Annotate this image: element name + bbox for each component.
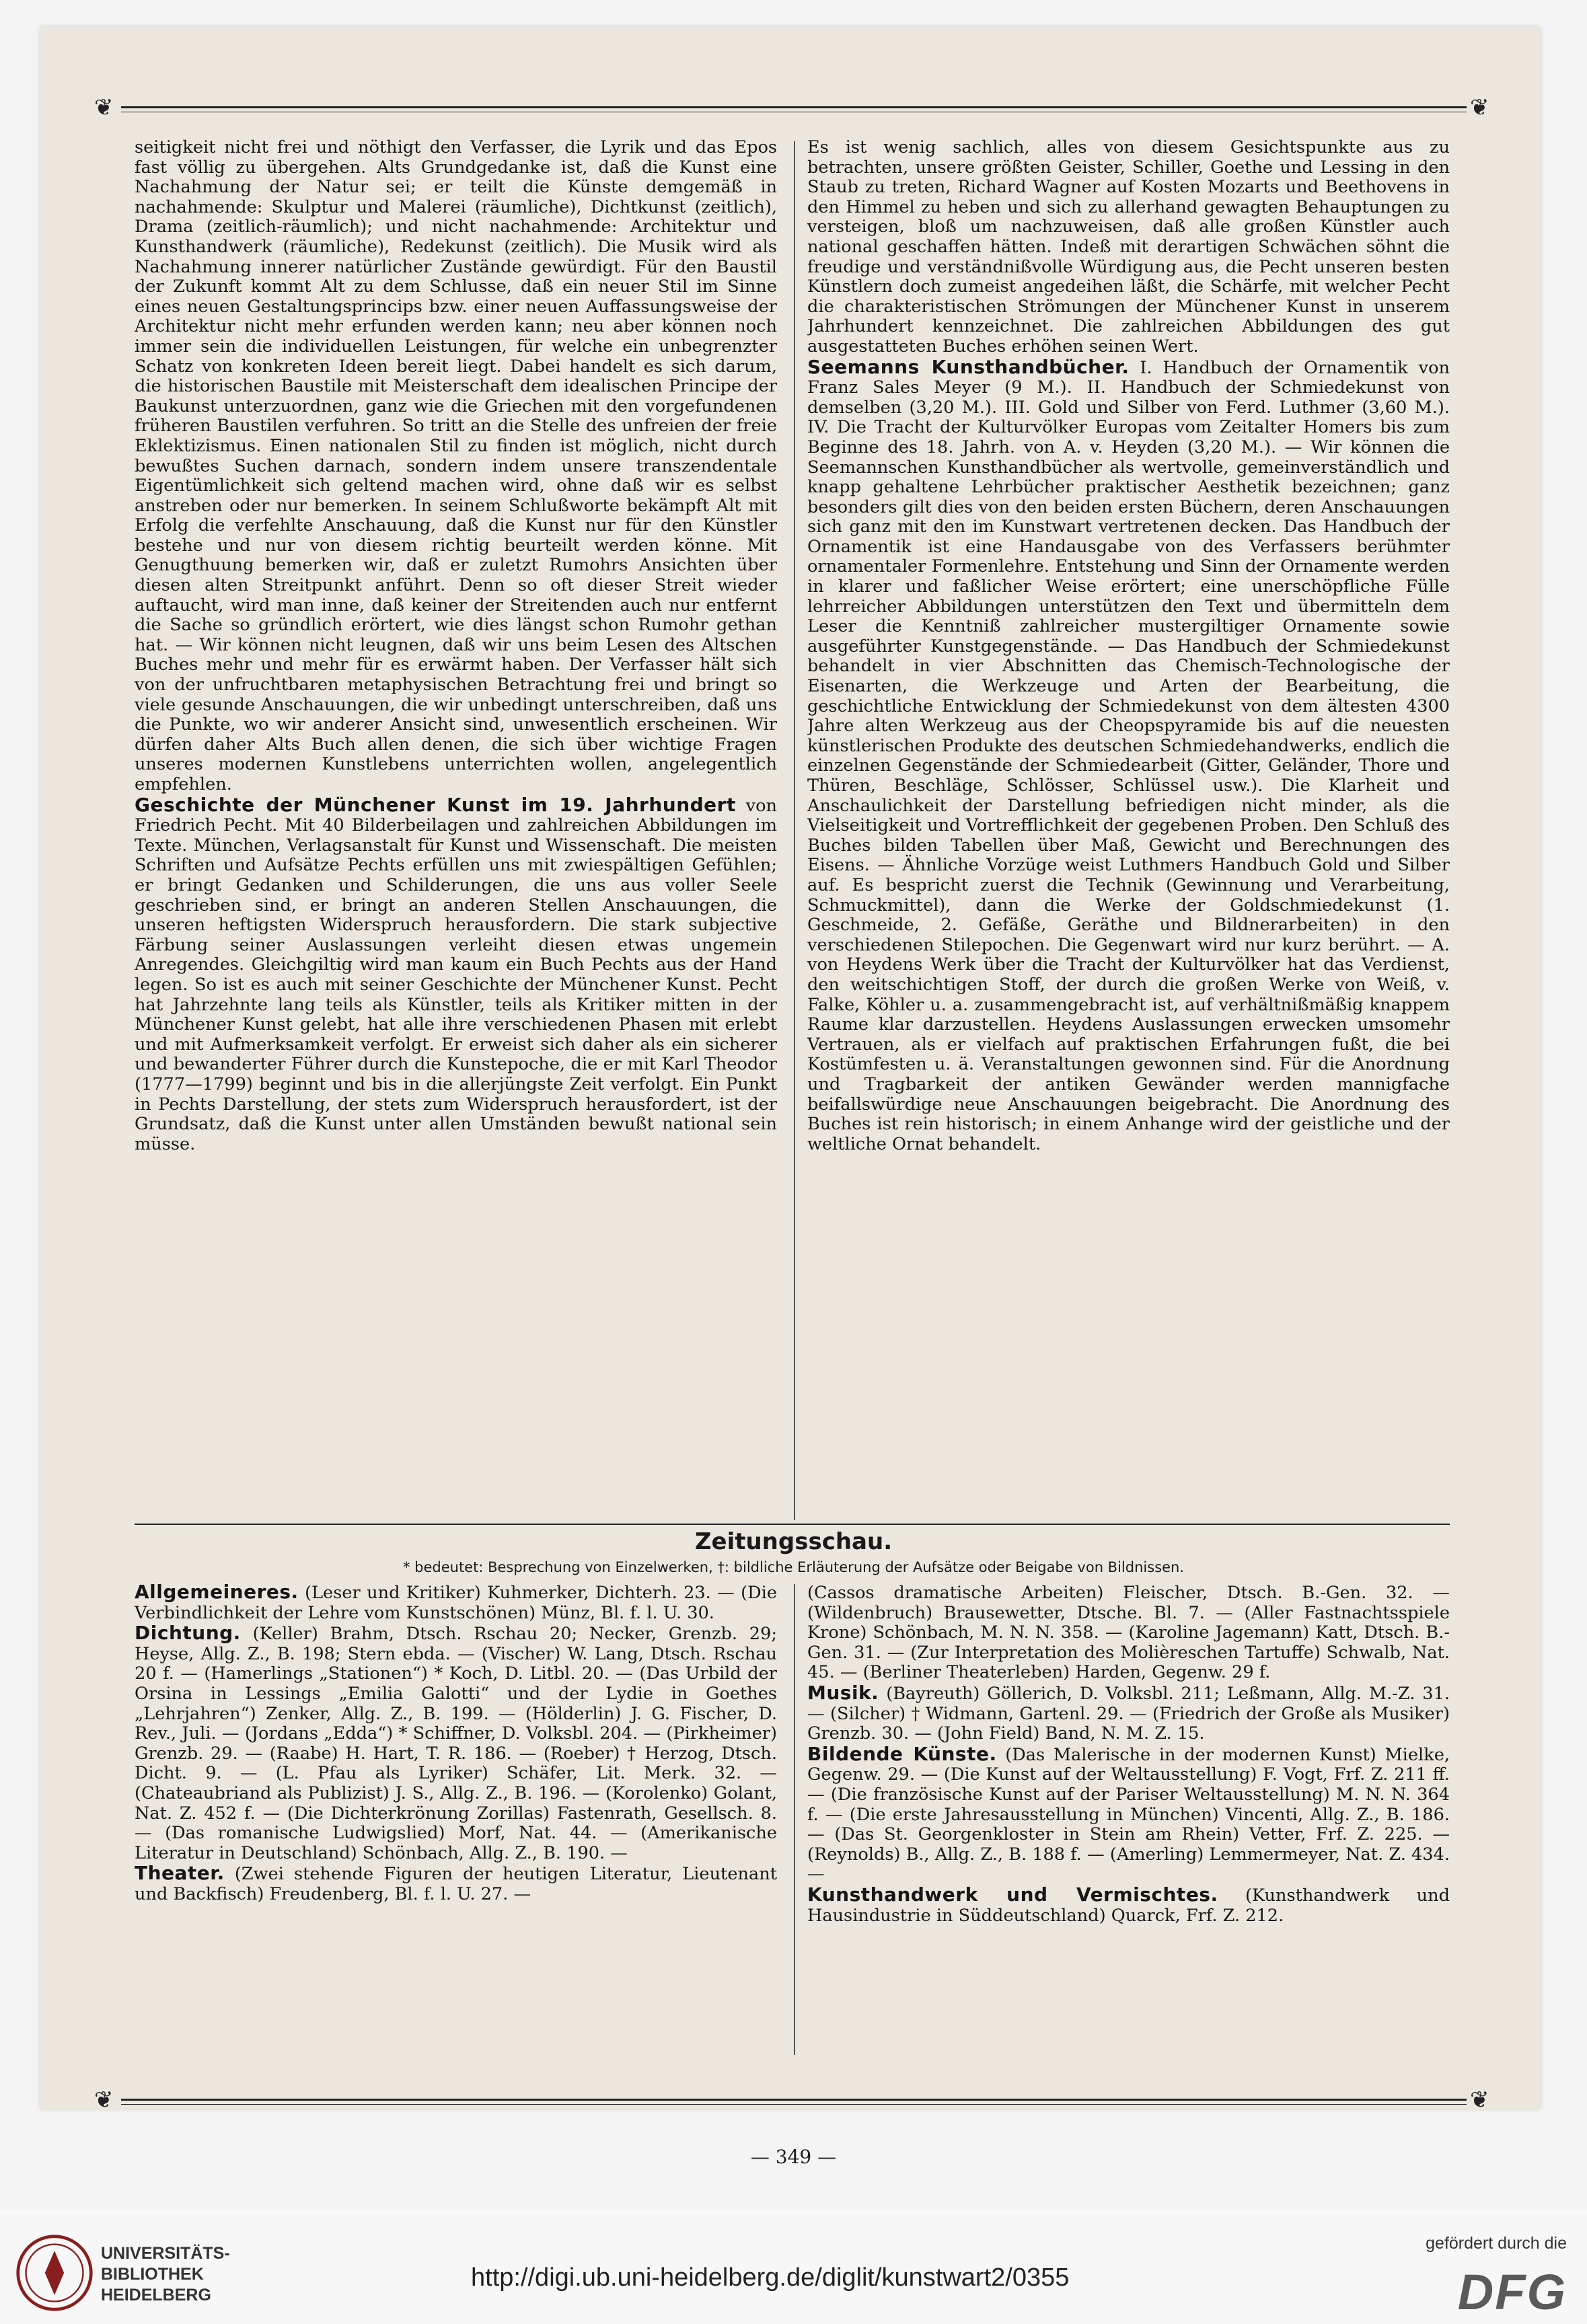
entry-text: (Zwei stehende Figuren der heutigen Literatur, Lieutenant und Backfisch) Freudenberg, Bl. f. l. U. 27. — [135,1864,777,1904]
category-heading: Kunsthandwerk und Vermischtes. [807,1883,1218,1906]
entry-text: (Cassos dramatische Arbeiten) Fleischer, Dtsch. B.-Gen. 32. — (Wildenbruch) Brausewetter, Dtsche. Bl. 7. — (Aller Fastnachtsspiele Krone) Schönbach, M. N. N. 358. — (Karoline Jagemann) Katt, Dtsch. B.-Gen. 31. — (Zur Interpretation des Molièreschen Tartuffe) Schwalb, Nat. 45. — (Berliner Theaterleben) Harden, Gegenw. 29 f. [807,1583,1450,1683]
section-legend: * bedeutet: Besprechung von Einzelwerken, †: bildliche Erläuterung der Aufsätze oder Beigabe von Bildnissen. [402,1559,1185,1575]
column-divider [794,141,795,1520]
zeitungsschau-entry [135,1863,777,1904]
bottom-frame-line-thin [121,2104,1467,2105]
top-frame-line [121,106,1467,108]
ornament-top-right-icon: ❦ [1470,94,1489,121]
zeitungsschau-entry [135,1623,777,1863]
review-text: I. Handbuch der Ornamentik von Franz Sales Meyer (9 M.). II. Handbuch der Schmiedekunst von demselben (3,20 M.). III. Gold und Silber von Ferd. Luthmer (3,60 M.). IV. Die Tracht der Kulturvölker Europas vom Zeitalter Homers bis zum Beginne des 18. Jahrh. von A. v. Heyden (3,20 M.). — Wir können die Seemannschen Kunsthandbücher als wertvolle, gemeinverständlich und knapp gehaltene Lehrbücher praktischer Aesthetik bezeichnen; ganz besonders gilt dies von den beiden ersten Büchern, deren Anschauungen sich ganz mit den im Kunstwart vertretenen decken. Das Handbuch der Ornamentik ist eine Handausgabe von des Verfassers berühmter ornamentaler Formenlehre. Entstehung und Sinn der Ornamente werden in klarer und faßlicher Weise erörtert; eine unerschöpfliche Fülle lehrreicher Abbildungen unterstützen den Text und übermitteln dem Leser die Kenntniß zahlreicher mustergiltiger Ornamente sowie ausgeführter Kunstgegenstände. — Das Handbuch der Schmiedekunst behandelt in vier Abschnitten das Chemisch-Technologische der Eisenarten, die Werkzeuge und Arten der Bearbeitung, die geschichtliche Entwicklung der Schmiedekunst von dem ältesten 4300 Jahre alten Werkzeug aus der Cheopspyramide bis auf die neuesten künstlerischen Produkte des deutschen Schmiedehandwerks, endlich die einzelnen Gegenstände der Schmiedearbeit (Gitter, Geländer, Thore und Thüren, Beschläge, Schlösser, Schlüssel usw.). Die Klarheit und Anschaulichkeit der Darstellung befriedigen nicht minder, als die Vielseitigkeit und Vortrefflichkeit der gegebenen Proben. Den Schluß des Buches bilden Tabellen über Maß, Gewicht und Berechnungen des Eisens. — Ähnliche Vorzüge weist Luthmers Handbuch Gold und Silber auf. Es bespricht zuerst die Technik (Gewinnung und Verarbeitung, Schmuckmittel), dann die Werke der Goldschmiedekunst (1. Geschmeide, 2. Gefäße, Geräthe und Bildnerarbeiten) in den verschiedenen Stilepochen. Die Gegenwart wird nur kurz berührt. — A. von Heydens Werk über die Tracht der Kulturvölker hat das Verdienst, den weitschichtigen Stoff, der durch die großen Werke von Weiß, v. Falke, Köhler u. a. zusammengebracht ist, auf verhältnißmäßig knappem Raume klar darzustellen. Heydens Auslassungen erwecken umsomehr Vertrauen, als er vielfach auf praktischen Erfahrungen fußt, die bei Kostümfesten u. ä. Veranstaltungen gewonnen sind. Für die Anordnung und Tragbarkeit der antiken Gewänder werden mannigfache beifallswürdige neue Anschauungen beigebracht. Die Anordnung des Buches ist rein historisch; in einem Anhange wird der geistliche und der weltliche Ornat behandelt. [807,357,1450,1154]
section-rule [135,1524,1450,1525]
review-heading: Seemanns Kunsthandbücher. [807,355,1130,378]
category-heading: Dichtung. [135,1622,241,1645]
university-seal-icon [15,2233,94,2313]
category-heading: Allgemeineres. [135,1582,299,1603]
university-name-line: HEIDELBERG [101,2286,211,2304]
zeitungsschau-entry [807,1582,1450,1683]
zeitungsschau-right-column [807,1582,1450,2053]
dfg-logo: DFG [1457,2264,1567,2320]
review-heading: Geschichte der Münchener Kunst im 19. Jahrhundert [135,793,736,816]
funding-label: gefördert durch die [1426,2234,1567,2253]
zeitungsschau-entry [807,1744,1450,1885]
review-paragraph [807,357,1450,1155]
column-divider [794,1584,795,2055]
zeitungsschau-entry [135,1582,777,1623]
source-url-link[interactable]: http://digi.ub.uni-heidelberg.de/diglit/kunstwart2/0355 [471,2263,1070,2292]
review-paragraph [135,795,777,1155]
top-left-column [135,138,777,1517]
ornament-bottom-right-icon: ❦ [1470,2087,1489,2113]
entry-text: (Das Malerische in der modernen Kunst) Mielke, Gegenw. 29. — (Die Kunst auf der Weltausstellung) F. Vogt, Frf. Z. 211 ff. — (Die französische Kunst auf der Pariser Weltausstellung) M. N. N. 364 f. — (Die erste Jahresausstellung in München) Vincenti, Allg. Z., B. 186. — (Das St. Georgenkloster in Stein am Rhein) Vetter, Frf. Z. 225. — (Reynolds) B., Allg. Z., B. 188 f. — (Amerling) Lemmermeyer, Nat. Z. 434. — [807,1744,1450,1885]
zeitungsschau-left-column [135,1582,777,2053]
entry-text: (Keller) Brahm, Dtsch. Rschau 20; Necker, Grenzb. 29; Heyse, Allg. Z., B. 198; Stern ebda. — (Vischer) W. Lang, Dtsch. Rschau 20 f. — (Hamerlings „Stationen“) * Koch, D. Litbl. 20. — (Das Urbild der Orsina in Lessings „Emilia Galotti“ und der Lydie in Goethes „Lehrjahren“) Zenker, Allg. Z., B. 199. — (Hölderlin) J. G. Fischer, D. Rev., Juli. — (Jordans „Edda“) * Schiffner, D. Volksbl. 204. — (Pirkheimer) Grenzb. 29. — (Raabe) H. Hart, T. R. 186. — (Roeber) † Herzog, Dtsch. Dicht. 9. — (L. Pfau als Lyriker) Schäfer, Lit. Merk. 32. — (Chateaubriand als Publizist) J. S., Allg. Z., B. 196. — (Korolenko) Golant, Nat. Z. 452 f. — (Die Dichterkrönung Zorillas) Fastenrath, Gesellsch. 8. — (Das romanische Ludwigslied) Morf, Nat. 44. — (Amerikanische Literatur in Deutschland) Schönbach, Allg. Z., B. 190. — [135,1624,777,1863]
category-heading: Musik. [807,1681,879,1704]
category-heading: Bildende Künste. [807,1742,997,1765]
category-heading: Theater. [135,1862,225,1885]
review-text: von Friedrich Pecht. Mit 40 Bilderbeilagen und zahlreichen Abbildungen im Texte. München, Verlagsanstalt für Kunst und Wissenschaft. Die meisten Schriften und Aufsätze Pechts erfüllen uns mit zwiespältigen Gefühlen; er bringt Gedanken und Schilderungen, die uns aus voller Seele geschrieben sind, er bringt an anderen Stellen Anschauungen, die unseren heftigsten Widerspruch herausfordern. Die stark subjective Färbung seiner Auslassungen verleiht diesen etwas ungemein Anregendes. Gleichgiltig wird man kaum ein Buch Pechts aus der Hand legen. So ist es auch mit seiner Geschichte der Münchener Kunst. Pecht hat Jahrzehnte lang teils als Künstler, teils als Kritiker mitten in der Münchener Kunst gelebt, hat alle ihre verschiedenen Phasen mit erlebt und mit Aufmerksamkeit verfolgt. Er erweist sich daher als ein sicherer und bewanderter Führer durch die Kunstepoche, die er mit Karl Theodor (1777—1799) beginnt und bis in die allerjüngste Zeit verfolgt. Ein Punkt in Pechts Darstellung, der stets zum Widerspruch herausfordert, ist der Grundsatz, daß die Kunst unter allen Umständen bewußt national sein müsse. [135,795,777,1154]
section-title: Zeitungsschau. [694,1528,893,1555]
bottom-frame-line [121,2099,1467,2101]
university-name-line: UNIVERSITÄTS- [101,2244,230,2263]
university-name-line: BIBLIOTHEK [101,2265,204,2284]
entry-text: (Bayreuth) Göllerich, D. Volksbl. 211; Leßmann, Allg. M.-Z. 31. — (Silcher) † Widmann, Gartenl. 29. — (Friedrich der Große als Musiker) Grenzb. 30. — (John Field) Band, N. M. Z. 15. [807,1683,1450,1744]
article-text: seitigkeit nicht frei und nöthigt den Verfasser, die Lyrik und das Epos fast völlig zu übergehen. Alts Grundgedanke ist, daß die Kunst eine Nachahmung der Natur sei; er teilt die Künste demgemäß in nachahmende: Skulptur und Malerei (räumliche), Dichtkunst (zeitlich), Drama (zeitlich-räumlich); und nicht nachahmende: Architektur und Kunsthandwerk (räumliche), Redekunst (zeitlich). Die Musik wird als Nachahmung innerer natürlicher Zustände gewürdigt. Für den Baustil der Zukunft kommt Alt zu dem Schlusse, daß ein neuer Stil im Sinne eines neuen Gestaltungsprincips bzw. einer neuen Auffassungsweise der Architektur nicht mehr erfunden werden kann; neu aber können noch immer sein die individuellen Leistungen, für welche ein unbegrenzter Schatz von konkreten Ideen bereit liegt. Dabei handelt es sich darum, die historischen Baustile mit Meisterschaft dem idealischen Principe der Baukunst unterzuordnen, ganz wie die Griechen mit den vorgefundenen früheren Baustilen verfuhren. So tritt an die Stelle des unfreien der freie Eklektizismus. Einen nationalen Stil zu finden ist möglich, nicht durch bewußtes Suchen darnach, sondern indem unsere transzendentale Eigentümlichkeit sich geltend machen wird, ohne daß wir es selbst anstreben oder nur bemerken. In seinem Schlußworte bekämpft Alt mit Erfolg die verfehlte Anschauung, daß die Kunst nur für den Künstler bestehe und nur von diesem richtig beurteilt werden könne. Mit Genugthuung bemerken wir, daß er zuletzt Rumohrs Ansichten über diesen alten Streitpunkt anführt. Denn so oft dieser Streit wieder auftaucht, wird man inne, daß keiner der Streitenden auch nur entfernt die Sache so gründlich erörtert, wie dies längst schon Rumohr gethan hat. — Wir können nicht leugnen, daß wir uns beim Lesen des Altschen Buches mehr und mehr für es erwärmt haben. Der Verfasser hält sich von der unfruchtbaren metaphysischen Betrachtung frei und bringt so viele gesunde Anschauungen, die wir unbedingt unterschreiben, daß uns die Punkte, wo wir anderer Ansicht sind, unwesentlich erscheinen. Wir dürfen daher Alts Buch allen denen, die sich über wichtige Fragen unseres modernen Kunstlebens unterrichten wollen, angelegentlich empfehlen. [135,138,777,794]
ornament-bottom-left-icon: ❦ [94,2087,114,2113]
entry-text: (Leser und Kritiker) Kuhmerker, Dichterh. 23. — (Die Verbindlichkeit der Lehre vom Kunstschönen) Münz, Bl. f. l. U. 30. [135,1583,777,1623]
top-right-column [807,138,1450,1517]
zeitungsschau-entry [807,1885,1450,1926]
entry-text: (Kunsthandwerk und Hausindustrie in Süddeutschland) Quarck, Frf. Z. 212. [807,1885,1450,1926]
university-name [101,2243,230,2306]
zeitungsschau-entry [807,1683,1450,1744]
article-text: Es ist wenig sachlich, alles von diesem Gesichtspunkte aus zu betrachten, unsere größten Geister, Schiller, Goethe und Lessing in den Staub zu treten, Richard Wagner auf Kosten Mozarts und Beethovens in den Himmel zu heben und sich zu allerhand gewagten Behauptungen zu versteigen, bloß um nachzuweisen, daß alle großen Künstler auch national geschaffen hätten. Indeß mit derartigen Schwächen söhnt die freudige und verständnißvolle Würdigung aus, die Pecht unseren besten Künstlern doch zumeist angedeihen läßt, die Schärfe, mit welcher Pecht die charakteristischen Strömungen der Münchener Kunst in unserem Jahrhundert kennzeichnet. Die zahlreichen Abbildungen des gut ausgestatteten Buches erhöhen seinen Wert. [807,138,1450,357]
page-number: — 349 — [750,2146,837,2168]
viewer-footer [0,2210,1587,2324]
ornament-top-left-icon: ❦ [94,94,114,121]
